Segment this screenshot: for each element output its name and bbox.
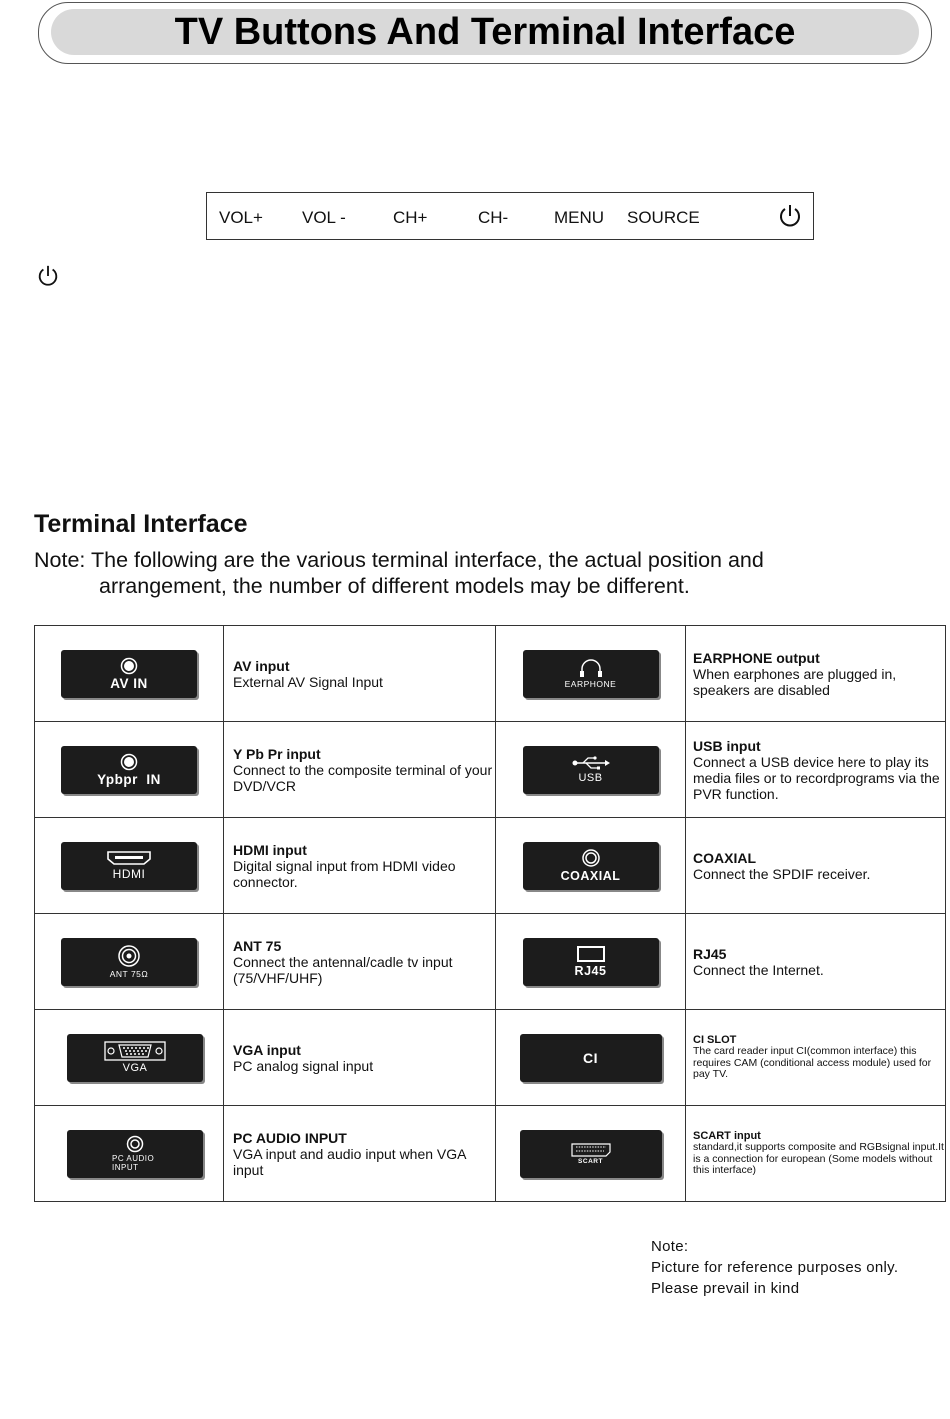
- hdmi-port-icon: [106, 850, 152, 866]
- table-row: [35, 818, 946, 914]
- terminal-name: VGA input: [233, 1041, 301, 1058]
- pc-audio-port: [67, 1130, 203, 1178]
- terminal-name: EARPHONE output: [693, 649, 820, 666]
- terminal-name: AV input: [233, 657, 290, 674]
- vol-down-button[interactable]: VOL -: [302, 208, 346, 227]
- table-row: [35, 1010, 946, 1106]
- port-label: USB: [578, 772, 603, 784]
- usb-icon: [571, 755, 611, 771]
- ch-up-button[interactable]: CH+: [393, 208, 428, 227]
- table-row: [35, 626, 946, 722]
- terminal-desc: External AV Signal Input: [233, 673, 383, 690]
- earphone-port: [523, 650, 659, 698]
- power-icon[interactable]: [777, 203, 803, 229]
- terminal-desc: standard,it supports composite and RGBsignal input.It is a connection for european (Some models without this interface): [693, 1141, 944, 1177]
- note-line-1: Note: The following are the various terminal interface, the actual position and: [34, 548, 764, 572]
- terminal-name: ANT 75: [233, 937, 282, 954]
- terminal-desc: Connect to the composite terminal of your DVD/VCR: [233, 761, 493, 794]
- hdmi-port: [61, 842, 197, 890]
- terminal-name: SCART input: [693, 1130, 761, 1143]
- ci-slot: [520, 1034, 662, 1082]
- round-jack-icon: [126, 1135, 144, 1153]
- terminal-name: COAXIAL: [693, 849, 756, 866]
- antenna-port: [61, 938, 197, 986]
- port-label: PC AUDIO INPUT: [112, 1154, 155, 1172]
- footer-note-line-1: Note:: [651, 1238, 689, 1255]
- terminal-desc: When earphones are plugged in, speakers are disabled: [693, 665, 897, 698]
- terminal-name: HDMI input: [233, 841, 307, 858]
- menu-button[interactable]: MENU: [554, 208, 605, 227]
- tv-button-panel: [206, 192, 814, 240]
- port-label: ANT 75Ω: [109, 969, 149, 979]
- terminal-table: [34, 625, 946, 1202]
- vga-port: [67, 1034, 203, 1082]
- terminal-name: Y Pb Pr input: [233, 745, 321, 762]
- port-label: COAXIAL: [560, 869, 621, 883]
- port-label: RJ45: [574, 964, 607, 978]
- page-title: TV Buttons And Terminal Interface: [51, 9, 919, 55]
- round-jack-icon: [120, 753, 138, 771]
- terminal-name: RJ45: [693, 945, 727, 962]
- ypbpr-in-port: [61, 746, 197, 794]
- av-in-port: [61, 650, 197, 698]
- rj45-port-icon: [576, 945, 606, 963]
- port-label: SCART: [578, 1157, 603, 1165]
- scart-port-icon: [571, 1143, 611, 1157]
- note-line-2: arrangement, the number of different models may be different.: [99, 574, 690, 598]
- terminal-desc: PC analog signal input: [233, 1057, 374, 1074]
- terminal-desc: The card reader input CI(common interface) this requires CAM (conditional access module) used for pay TV.: [693, 1045, 932, 1081]
- round-jack-icon: [120, 657, 138, 675]
- footer-note: [651, 1236, 898, 1299]
- vol-up-button[interactable]: VOL+: [219, 208, 263, 227]
- usb-port: [523, 746, 659, 794]
- port-label: HDMI: [112, 867, 146, 881]
- terminal-desc: Connect the Internet.: [693, 961, 824, 978]
- vga-port-icon: [104, 1041, 166, 1061]
- antenna-jack-icon: [117, 944, 141, 968]
- coaxial-port: [523, 842, 659, 890]
- port-label: AV IN: [110, 675, 148, 691]
- table-row: [35, 1106, 946, 1202]
- power-icon: [36, 263, 60, 289]
- title-banner: [38, 2, 932, 64]
- section-title: Terminal Interface: [34, 510, 248, 538]
- port-label: VGA: [122, 1062, 148, 1074]
- terminal-desc: Digital signal input from HDMI video connector.: [233, 857, 456, 890]
- coaxial-jack-icon: [581, 848, 601, 868]
- terminal-desc: Connect the SPDIF receiver.: [693, 865, 871, 882]
- ch-down-button[interactable]: CH-: [478, 208, 509, 227]
- footer-note-line-3: Please prevail in kind: [651, 1280, 800, 1297]
- scart-port: [520, 1130, 662, 1178]
- terminal-name: USB input: [693, 737, 761, 754]
- terminal-desc: VGA input and audio input when VGA input: [233, 1145, 466, 1178]
- footer-note-line-2: Picture for reference purposes only.: [651, 1259, 899, 1276]
- port-label: CI: [583, 1050, 598, 1066]
- table-row: [35, 722, 946, 818]
- port-label: Ypbpr IN: [97, 771, 161, 787]
- section-note: [34, 547, 764, 599]
- terminal-name: CI SLOT: [693, 1034, 737, 1047]
- rj45-port: [523, 938, 659, 986]
- port-label: EARPHONE: [564, 679, 617, 689]
- terminal-name: PC AUDIO INPUT: [233, 1129, 347, 1146]
- terminal-desc: Connect a USB device here to play its media files or to recordprograms via the PVR function.: [693, 753, 940, 802]
- source-button[interactable]: SOURCE: [627, 208, 700, 227]
- terminal-desc: Connect the antennal/cadle tv input (75/VHF/UHF): [233, 953, 453, 986]
- headphone-icon: [577, 658, 605, 678]
- table-row: [35, 914, 946, 1010]
